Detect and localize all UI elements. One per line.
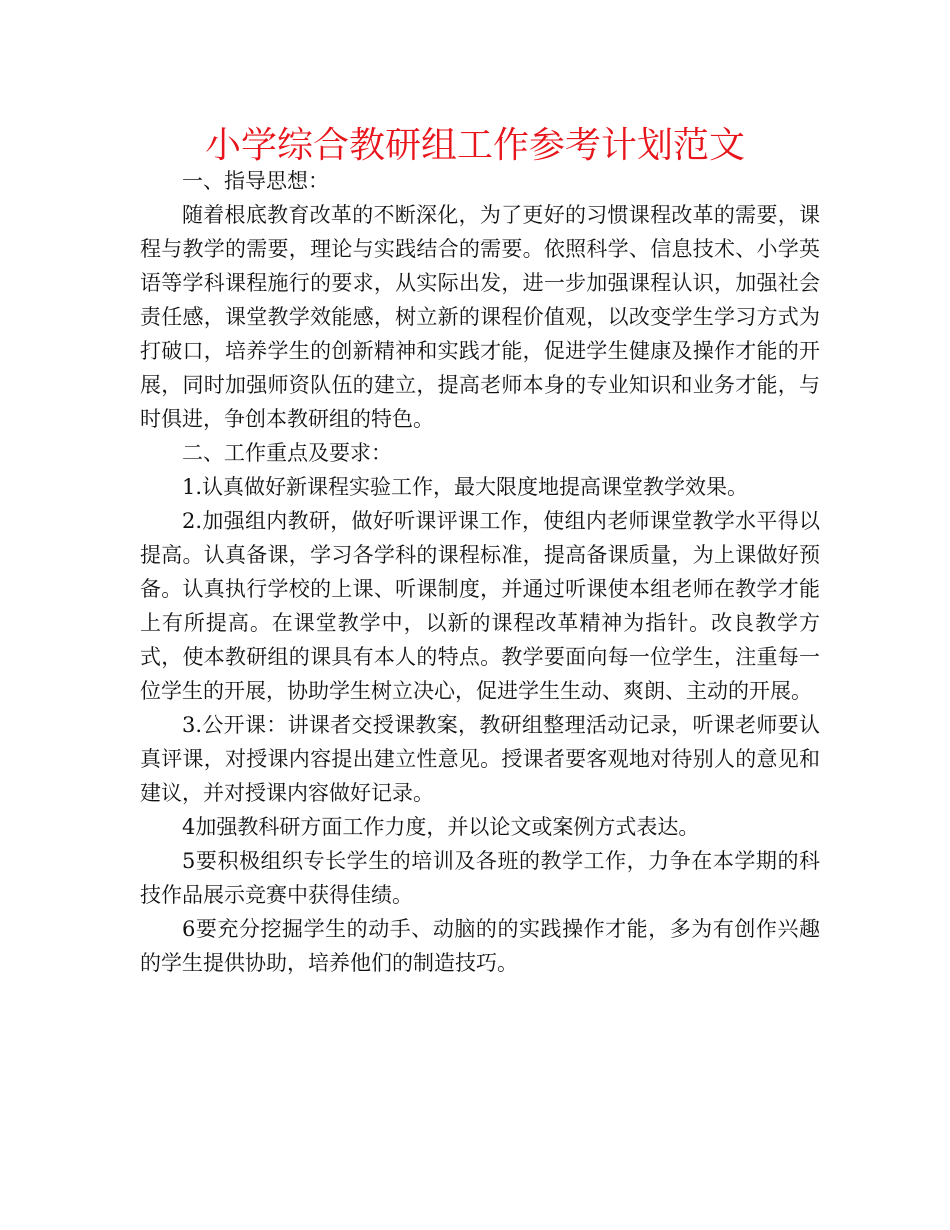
document-body (140, 164, 820, 980)
list-item-5: 5要积极组织专长学生的培训及各班的教学工作，力争在本学期的科技作品展示竞赛中获得佳绩。 (140, 849, 820, 907)
document-title: 小学综合教研组工作参考计划范文 (204, 125, 745, 166)
section-heading-work-focus: 二、工作重点及要求： (182, 441, 392, 465)
list-item-1: 1.认真做好新课程实验工作，最大限度地提高课堂教学效果。 (182, 475, 749, 499)
list-item-3: 3.公开课：讲课者交授课教案，教研组整理活动记录，听课老师要认真评课，对授课内容提出建立性意见。授课者要客观地对待别人的意见和建议，并对授课内容做好记录。 (140, 713, 820, 805)
section-heading-guiding-ideology: 一、指导思想： (182, 169, 329, 193)
list-item-2: 2.加强组内教研，做好听课评课工作，使组内老师课堂教学水平得以提高。认真备课，学习各学科的课程标准，提高备课质量，为上课做好预备。认真执行学校的上课、听课制度，并通过听课使本组老师在教学才能上有所提高。在课堂教学中，以新的课程改革精神为指针。改良教学方式，使本教研组的课具有本人的特点。教学要面向每一位学生，注重每一位学生的开展，协助学生树立决心，促进学生生动、爽朗、主动的开展。 (140, 509, 820, 703)
paragraph-guiding-ideology: 随着根底教育改革的不断深化，为了更好的习惯课程改革的需要，课程与教学的需要，理论与实践结合的需要。依照科学、信息技术、小学英语等学科课程施行的要求，从实际出发，进一步加强课程认识，加强社会责任感，课堂教学效能感，树立新的课程价值观，以改变学生学习方式为打破口，培养学生的创新精神和实践才能，促进学生健康及操作才能的开展，同时加强师资队伍的建立，提高老师本身的专业知识和业务才能，与时俱进，争创本教研组的特色。 (140, 203, 820, 431)
list-item-6: 6要充分挖掘学生的动手、动脑的的实践操作才能，多为有创作兴趣的学生提供协助，培养他们的制造技巧。 (140, 917, 820, 975)
list-item-4: 4加强教科研方面工作力度，并以论文或案例方式表达。 (182, 815, 700, 839)
